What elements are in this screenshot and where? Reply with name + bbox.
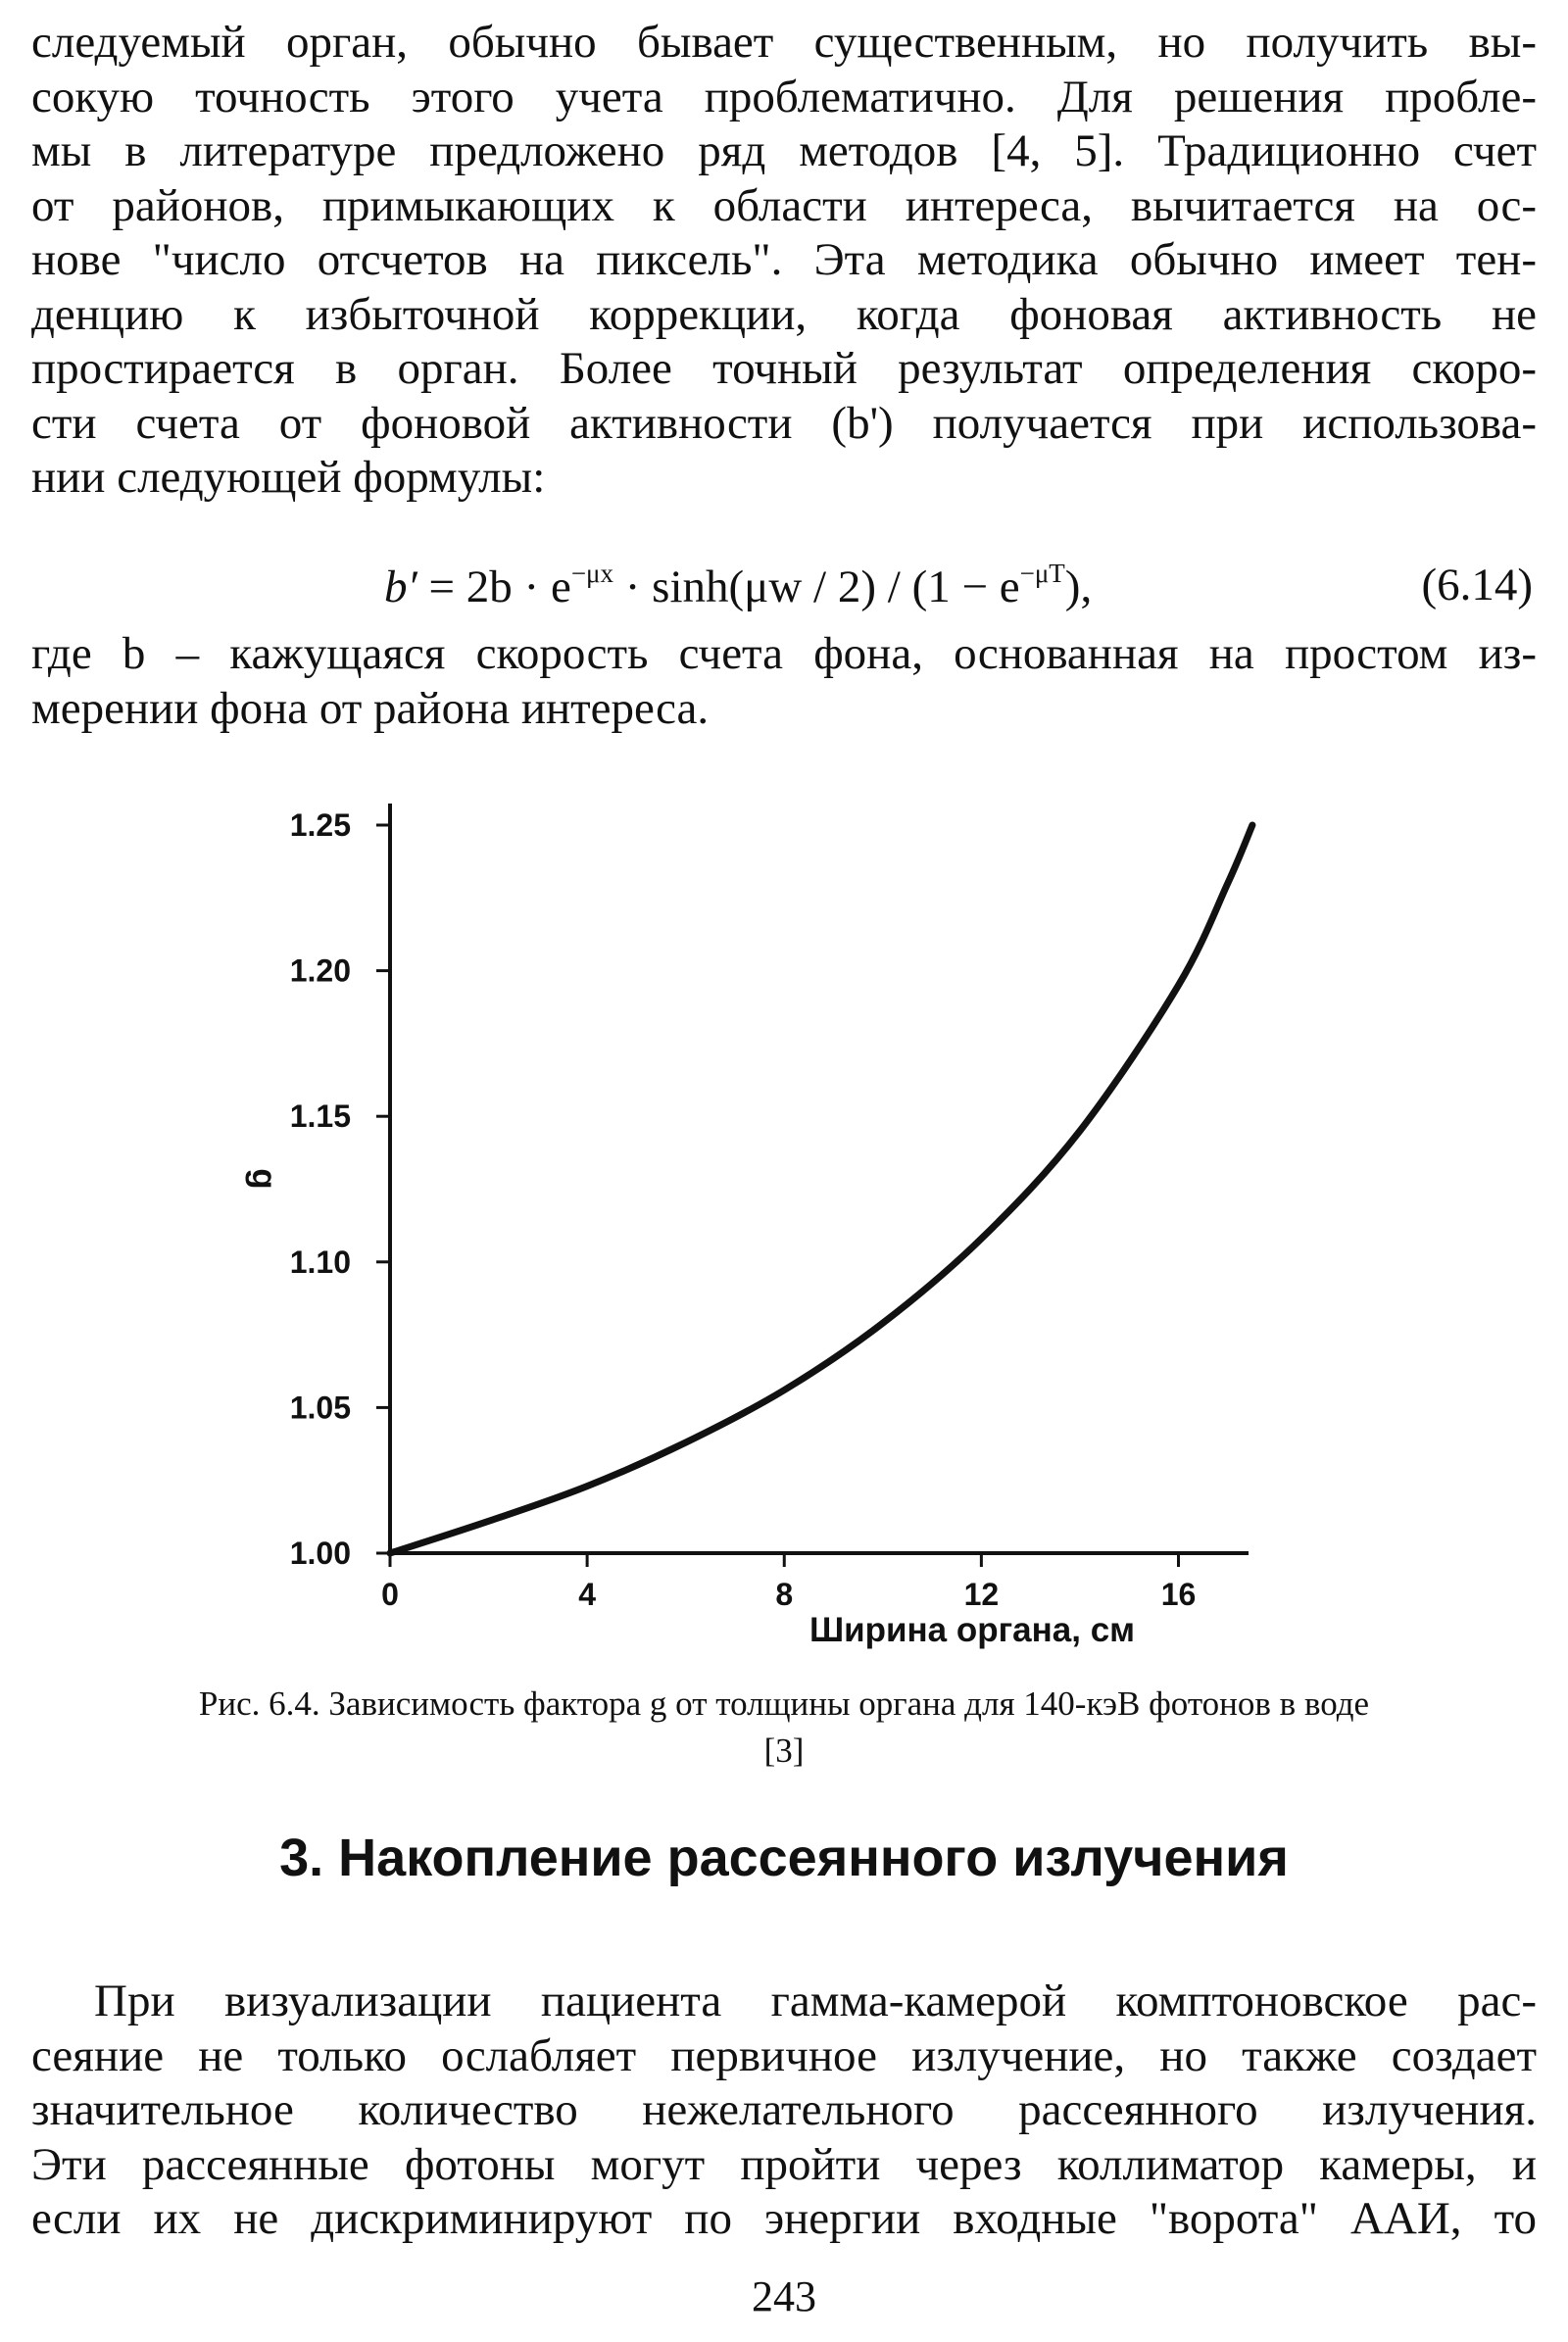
paragraph-where-b [31, 627, 1537, 736]
chart-axes [390, 804, 1249, 1553]
text-line: где b – кажущаяся скорость счета фона, основанная на простом из- [31, 628, 1537, 679]
paragraph-scatter [31, 1975, 1537, 2247]
equation-lhs: b′ [384, 561, 417, 612]
text-line: следуемый орган, обычно бывает существенным, но получить вы- [31, 17, 1537, 68]
text-line: сти счета от фоновой активности (b') получается при использова- [31, 397, 1537, 449]
equation-expression [384, 559, 1092, 613]
caption-line: [3] [763, 1732, 805, 1770]
y-tick-label: 1.20 [289, 952, 351, 989]
text-line: мерении фона от района интереса. [31, 682, 710, 734]
page-number: 243 [752, 2272, 816, 2320]
x-tick-label: 12 [963, 1577, 1000, 1612]
equation-number: (6.14) [1421, 560, 1533, 610]
text-line: простирается в орган. Более точный результат определения скоро- [31, 343, 1537, 394]
x-tick-label: 0 [381, 1577, 399, 1612]
figure-6-4-chart [31, 779, 1537, 1661]
text-line: нии следующей формулы: [31, 452, 546, 503]
text-line: Эти рассеянные фотоны могут пройти через коллиматор камеры, и [31, 2138, 1537, 2190]
text-line: сокую точность этого учета проблематично. Для решения пробле- [31, 71, 1537, 122]
equation-exponent: −μT [1019, 559, 1065, 588]
text-line: нове "число отсчетов на пиксель". Эта методика обычно имеет тен- [31, 234, 1537, 285]
text-line: денцию к избыточной коррекции, когда фоновая активность не [31, 288, 1537, 340]
paragraph-background-correction [31, 16, 1537, 506]
equation-part: · sinh(μw / 2) / (1 − e [613, 561, 1020, 612]
series-g-line [390, 825, 1252, 1553]
equation-6-14 [31, 559, 1537, 619]
text-line: значительное количество нежелательного рассеянного излучения. [31, 2084, 1537, 2135]
y-tick-label: 1.00 [289, 1536, 351, 1571]
y-axis-title: g [245, 1168, 283, 1190]
equation-part: ), [1064, 561, 1093, 612]
y-tick-label: 1.15 [289, 1098, 351, 1135]
y-ticks [290, 807, 390, 1571]
x-tick-label: 4 [578, 1577, 597, 1612]
caption-line: Рис. 6.4. Зависимость фактора g от толщины органа для 140-кэВ фотонов в воде [198, 1684, 1370, 1723]
text-line: мы в литературе предложено ряд методов [4, 5]. Традиционно счет [31, 125, 1537, 176]
x-axis-title: Ширина органа, см [808, 1611, 1136, 1649]
y-tick-label: 1.05 [289, 1390, 351, 1426]
text-line: При визуализации пациента гамма-камерой комптоновское рас- [94, 1976, 1537, 2026]
figure-caption [31, 1681, 1537, 1775]
y-tick-label: 1.10 [289, 1244, 351, 1280]
y-tick-label: 1.25 [289, 807, 351, 843]
text-line: от районов, примыкающих к области интереса, вычитается на ос- [31, 179, 1537, 231]
text-line: если их не дискриминируют по энергии входные "ворота" ААИ, то [31, 2193, 1537, 2244]
text-line: сеяние не только ослабляет первичное излучение, но также создает [31, 2029, 1537, 2081]
equation-exponent: −μx [570, 559, 614, 588]
x-ticks [381, 1553, 1196, 1612]
equation-part: = 2b · e [416, 561, 571, 612]
x-tick-label: 16 [1160, 1577, 1197, 1612]
section-heading: 3. Накопление рассеянного излучения [279, 1829, 1289, 1887]
x-tick-label: 8 [775, 1577, 794, 1612]
